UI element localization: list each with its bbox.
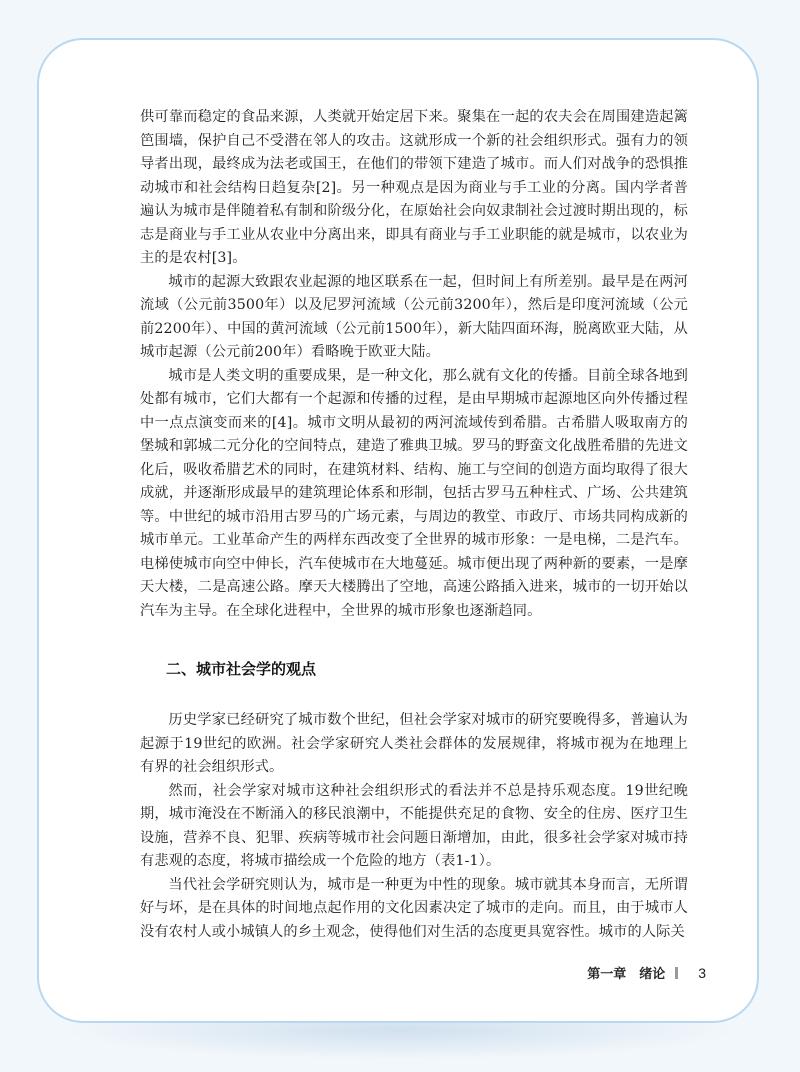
paragraph-continuation: 供可靠而稳定的食品来源，人类就开始定居下来。聚集在一起的农夫会在周围建造起篱笆围墙，保护自己不受潜在邻人的攻击。这就形成一个新的社会组织形式。强有力的领导者出现，最终成为法老或国王，在他们的带领下建造了城市。而人们对战争的恐惧推动城市和社会结构日趋复杂[2]。另一种观点是因为商业与手工业的分离。国内学者普遍认为城市是伴随着私有制和阶级分化，在原始社会向奴隶制社会过渡时期出现的，标志是商业与手工业从农业中分离出来，即具有商业与手工业职能的就是城市，以农业为主的是农村[3]。 — [140, 109, 688, 266]
paragraph-contemporary-view: 当代社会学研究则认为，城市是一种更为中性的现象。城市就其本身而言，无所谓好与坏，是在具体的时间地点起作用的文化因素决定了城市的走向。而且，由于城市人没有农村人或小城镇人的乡土观念，使得他们对生活的态度更具宽容性。城市的人际关 — [140, 876, 688, 940]
page-number: 3 — [698, 964, 706, 981]
chapter-label: 第一章 绪论 — [587, 967, 666, 982]
section-heading: 二、城市社会学的观点 — [166, 660, 317, 678]
paragraph-sociology-origin: 历史学家已经研究了城市数个世纪，但社会学家对城市的研究要晚得多，普遍认为起源于19世纪的欧洲。社会学家研究人类社会群体的发展规律，将城市视为在地理上有界的社会组织形式。 — [140, 712, 688, 775]
paragraph-city-origin-regions: 城市的起源大致跟农业起源的地区联系在一起，但时间上有所差别。最早是在两河流域（公元前3500年）以及尼罗河流域（公元前3200年），然后是印度河流域（公元前2200年）、中国的黄河流域（公元前1500年），新大陆四面环海，脱离欧亚大陆，从城市起源（公元前200年）看略晚于欧亚大陆。 — [140, 273, 688, 360]
footer-divider — [675, 967, 678, 979]
page-footer — [587, 963, 706, 982]
page-body — [140, 106, 688, 944]
paragraph-city-culture-spread: 城市是人类文明的重要成果，是一种文化，那么就有文化的传播。目前全球各地到处都有城市，它们大都有一个起源和传播的过程，是由早期城市起源地区向外传播过程中一点点演变而来的[4]。城市文明从最初的两河流域传到希腊。古希腊人吸取南方的堡城和郭城二元分化的空间特点，建造了雅典卫城。罗马的野蛮文化战胜希腊的先进文化后，吸收希腊艺术的同时，在建筑材料、结构、施工与空间的创造方面均取得了很大成就，并逐渐形成最早的建筑理论体系和形制，包括古罗马五种柱式、广场、公共建筑等。中世纪的城市沿用古罗马的广场元素，与周边的教堂、市政厅、市场共同构成新的城市单元。工业革命产生的两样东西改变了全世界的城市形象：一是电梯，二是汽车。电梯使城市向空中伸长，汽车使城市在大地蔓延。城市便出现了两种新的要素，一是摩天大楼，二是高速公路。摩天大楼腾出了空地，高速公路插入进来，城市的一切开始以汽车为主导。在全球化进程中，全世界的城市形象也逐渐趋同。 — [140, 367, 688, 619]
paragraph-pessimistic-view: 然而，社会学家对城市这种社会组织形式的看法并不总是持乐观态度。19世纪晚期，城市淹没在不断涌入的移民浪潮中，不能提供充足的食物、安全的住房、医疗卫生设施，营养不良、犯罪、疾病等城市社会问题日渐增加，由此，很多社会学家对城市持有悲观的态度，将城市描绘成一个危险的地方（表1-1）。 — [140, 782, 688, 869]
